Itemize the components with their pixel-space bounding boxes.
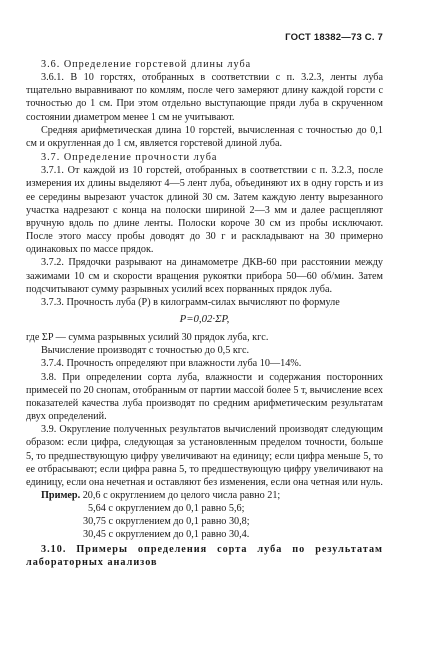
paragraph: 3.9. Округление полученных результатов вычислений производят следующим образом: если цифра, следующая за установленным пределом точности, больше 5, то предшествующую цифру увеличивают на единицу; если цифра меньше 5, то ее отбрасывают; если цифра равна 5, то предшествующую цифру увеличивают на единицу, если она нечетная и оставляют без изменения, если она четная или нуль. <box>26 424 383 488</box>
example-line: 5,64 с округлением до 0,1 равно 5,6; <box>88 503 245 515</box>
section-heading: 3.6. Определение горстевой длины луба <box>41 59 252 70</box>
paragraph: 3.7.4. Прочность определяют при влажности луба 10—14%. <box>41 358 302 370</box>
paragraph: 3.6.1. В 10 горстях, отобранных в соответствии с п. 3.2.3, ленты луба тщательно выравнивают по комлям, после чего замеряют длину каждой горсти с точностью до 1 см. При этом отдельно выступающие пряди луба в скрученном состоянии диаметром менее 1 см не учитывают. <box>26 72 383 123</box>
paragraph: 3.8. При определении сорта луба, влажности и содержания посторонних примесей по 20 снопам, отобранным от партии массой более 5 т, вычисление всех показателей качества луба производят по средним арифметическим результатам двух определений. <box>26 371 383 423</box>
paragraph-list <box>26 58 383 489</box>
paragraph: где ΣP — сумма разрывных усилий 30 прядок луба, кгс. <box>26 332 269 344</box>
paragraph: 3.7.1. От каждой из 10 горстей, отобранных в соответствии с п. 3.2.3, после измерения их длины выделяют 4—5 лент луба, объединяют их в одну горсть и из ее середины вырезают участок длиной 30 см. Затем каждую ленту вырезанного участка надрезают с конца на полоски шириной 2—3 мм и далее расщепляют вручную вдоль по длине ленты. Полоски короче 30 см из пробы исключают. После этого массу пробы доводят до 30 г и раскладывают на 30 примерно одинаковых по массе прядок. <box>26 165 383 256</box>
example-line: 30,45 с округлением до 0,1 равно 30,4. <box>83 529 250 541</box>
page-header: ГОСТ 18382—73 С. 7 <box>285 32 383 43</box>
example-block <box>26 489 383 542</box>
document-body <box>26 57 383 569</box>
example-line: 20,6 с округлением до целого числа равно 21; <box>82 490 281 501</box>
example-label: Пример. <box>41 490 81 501</box>
formula: P=0,02·ΣP, <box>179 312 230 325</box>
section-heading: 3.10. Примеры определения сорта луба по результатам лабораторных анализов <box>26 543 383 568</box>
paragraph: 3.7.3. Прочность луба (P) в килограмм-силах вычисляют по формуле <box>41 296 340 308</box>
section-heading: 3.7. Определение прочности луба <box>41 152 218 164</box>
paragraph: Средняя арифметическая длина 10 горстей, вычисленная с точностью до 0,1 см и округленная до 1 см, является горстевой длиной луба. <box>26 124 383 149</box>
paragraph: 3.7.2. Прядочки разрывают на динамометре ДКВ-60 при расстоянии между зажимами 10 см и скорости вращения рукоятки прибора 50—60 об/мин. Затем подсчитывают сумму разрывных усилий всех порванных прядок луба. <box>26 257 383 295</box>
example-line: 30,75 с округлением до 0,1 равно 30,8; <box>83 516 250 528</box>
paragraph: Вычисление производят с точностью до 0,5 кгс. <box>41 345 250 357</box>
